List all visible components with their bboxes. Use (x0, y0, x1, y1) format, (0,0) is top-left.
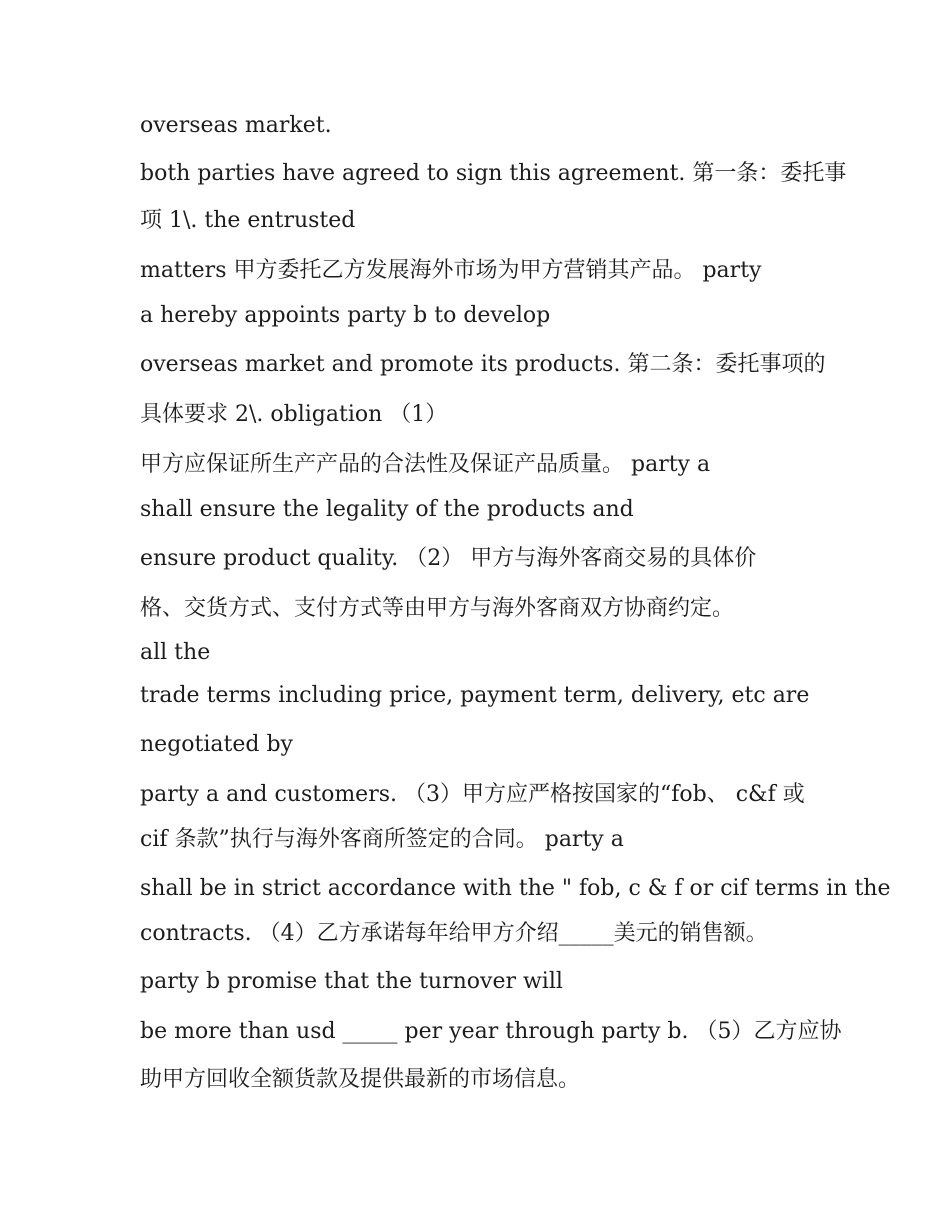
text-line: party a and customers. （3）甲方应严格按国家的“fob、 c&f 或 (140, 782, 805, 807)
text-line: ensure product quality. （2） 甲方与海外客商交易的具体价 (140, 546, 757, 571)
text-line: be more than usd _____ per year through party b. （5）乙方应协 (140, 1019, 842, 1044)
text-line: shall be in strict accordance with the " fob, c & f or cif terms in the (140, 876, 891, 901)
text-line: trade terms including price, payment term, delivery, etc are (140, 683, 810, 708)
text-line: 甲方应保证所生产产品的合法性及保证产品质量。 party a (140, 452, 711, 477)
text-line: cif 条款”执行与海外客商所签定的合同。 party a (140, 827, 624, 852)
text-line: 具体要求 2\. obligation （1） (140, 402, 448, 427)
text-line: both parties have agreed to sign this agreement. 第一条：委托事 (140, 161, 847, 186)
text-line: negotiated by (140, 732, 293, 757)
text-line: a hereby appoints party b to develop (140, 303, 551, 328)
text-line: overseas market and promote its products. 第二条：委托事项的 (140, 352, 826, 377)
text-line: all the (140, 640, 211, 665)
text-line: overseas market. (140, 113, 332, 138)
text-line: matters 甲方委托乙方发展海外市场为甲方营销其产品。 party (140, 258, 762, 283)
text-line: 项 1\. the entrusted (140, 208, 356, 233)
text-line: party b promise that the turnover will (140, 969, 563, 994)
text-line: shall ensure the legality of the products and (140, 497, 634, 522)
document-body (140, 110, 891, 1112)
text-line: 格、交货方式、支付方式等由甲方与海外客商双方协商约定。 (140, 596, 735, 621)
text-line: 助甲方回收全额货款及提供最新的市场信息。 (140, 1067, 581, 1092)
text-line: contracts. （4）乙方承诺每年给甲方介绍_____美元的销售额。 (140, 921, 768, 946)
